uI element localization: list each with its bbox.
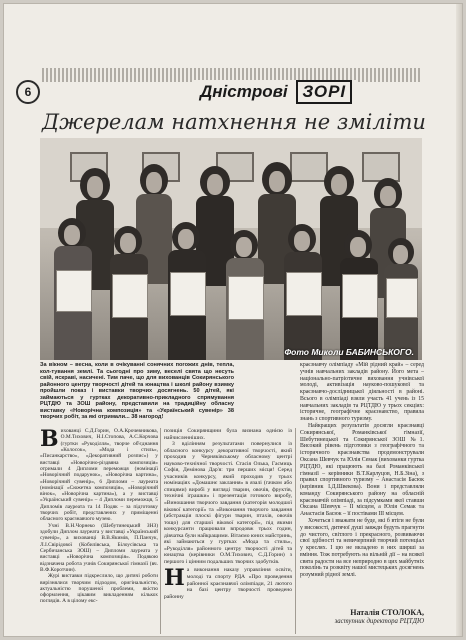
column-text: ихованці С.Д.Горин, О.А.Крочевникова, О.М.Тихович, Н.І.Стопова, А.С.Корчова (гуртки «Рукоділля», творче об'єднання «Колосок», «Мода і стиль», «Писанкарство», «Декоративний розпис») у виставці «Новорічно-різдвяна композиція» отримали 4 Дипломи переможця (номінації «Новорічний подарунок», «Новорічна картина», «Новорічний сувенір», 6 Дипломи – лауреата (номінації «Сюжетна композиція», «Новорічний вінок», «Новорічна картина»), а у виставці «Український сувенір» – 4 Дипломи переможця, 5 Дипломів лауреата та 14 Подяк – за підготовку творчих робіт, представлених у приміщенні обласного краєзнавчого музею.: [40, 428, 158, 523]
article-photo: [40, 138, 422, 360]
column-paragraph: Найкращих результатів досягли краєзнавці Сокирянської, Романківської гімназії, Шебутинецької та Сокирянської ЗОШ №1. Високий рівень підготовки з географічного та історичного краєзнавства продемонстрували Оксана Шевчук та Юлія Семак (вихованки гуртка РЦТДЮ, які працюють на базі Романківської гімназії – керівники В.Т.Карлуцов, Н.Б.Зіна), з правил спортивного туризму – Анастасія Басюк (керівник І.Д.Швекова). Вони і представляли команду Сокирянського району на обласній краєзнавчій олімпіаді, за підсумками якої ставши Оксана Шевчук – ІІ місцем, а Юлія Семак та Анастасія Басюк – її постівами ІІІ місцем.: [300, 423, 424, 518]
newspaper-title-boxed: ЗОРІ: [296, 80, 352, 104]
column-paragraph: Журі виставки підкреслило, що дитячі роботи вирізнялися творчим підходом, оригінальністю, актуальністю порушеної проблеми, якістю оформлення, цікавим викладенням кількох поглядів. А в цілому екс-: [40, 573, 158, 605]
page-number: 6: [16, 80, 40, 104]
column-paragraph: Учні В.Н.Чорнеко (Шебутинецький ЗНЗ) здобули Диплом лауреата у виставці «Український сувенір», а вихованці В.В.Якимів, П.Панчук, Л.І.Свірідової (Кобилівська, Білоусівська та Сербичанська ЗОШ) – Дипломи лауреата у виставці «Новорічна композиція». Подякою відзначена робота учнів Сокирянської гімназії (вч. В.Ф.Коротчин).: [40, 522, 158, 573]
newspaper-title-regular: Дністрові: [200, 82, 288, 101]
author-name: Наталія СТОЛОКА,: [350, 608, 424, 617]
column-text: позиція Сокирянщини була визнана однією із найчисленніших.: [164, 428, 292, 441]
column-text: краєзнавчу олімпіаду «Мій рідний край» – серед учнів навчальних закладів району. Його мета – національно-патріотичне виховання учнівської молоді, активізація науково-пошукової та краєзнавчо-дослідницької діяльності в районі. Всього в олімпіаді взяли участь 41 учень із 15 навчальних закладів та РЦТДЮ у трьох секціях: історичне, географічне краєзнавство, правила знань з спортивного туризму.: [300, 362, 424, 423]
article-headline: Джерелам натхнення не зміліти: [42, 110, 426, 134]
column-paragraph: Хочеться і вважати не буде, які б втіги не були у високості, дитячої душі завжди будуть прагнути до чистого, світлого і прекрасного, розвиваючи свої здібності та невичерпний творчий потенціал у креслях. І цю не вкладено в них ширші за вміння. Тож потребують на вільній дії – на всякої свята радости на все неприродно в цих майбутніх поколінь та розквіту нашої мистецьких досягнень розумний рідної землі.: [300, 517, 424, 579]
article-column-1: [40, 428, 158, 605]
column-paragraph-wrap: [164, 567, 292, 600]
column-paragraph: З вділінням результатами повернулися із обласного конкурсу декоративної творчості, який проходив у Черняківському обласному центрі науково-технічної творчості. Стасія Олька, Гасмиць Софія, Демінова Дар'я: три перших місця! Серед учасників конкурсу, який проходив у трьох номінаціях «Домашнє заклання» в язалі (гачком або спицями) виробі у вигляді тварин, овочів, фруктів, технічні іграшки» і презентація готового виробу, «Виношання творчого завдання (категорія молодшої вікової категорії» та «Виконання творчого завдання (абстракція плоскі фігури тварин, птахів, овочів тощо) для старшої вікової категорії», під якими конкурсанти працювали впродовж трьох годин, дівчатка були найкращими. Вітаємо юних майстринь, які займаються у гуртках «Мода та стиль», «Рукоділля» районного центру творчості дітей та юнацтва (керівники О.М.Тихович, С.Д.Горин) з першого і цінним подальших творчих здобутків.: [164, 441, 292, 565]
newspaper-title: [194, 80, 358, 102]
dropcap: Н: [164, 565, 185, 592]
author-role: заступник директора РЦТДЮ: [334, 618, 424, 625]
dropcap: В: [40, 428, 59, 452]
newspaper-page: [4, 4, 462, 636]
article-column-3: [300, 362, 424, 579]
photo-caption: Фото Миколи БАБИНСЬКОГО.: [284, 347, 414, 357]
scan-edge: [456, 4, 462, 636]
column-text: а виконання наказу управління освіти, молоді та спорту РДА «Про проведення районної краєзнавчої олімпіади, 21 лютого на базі центру творчості проведено районну: [164, 567, 292, 600]
column-divider: [295, 428, 296, 634]
column-divider: [160, 428, 161, 634]
article-lead: За вікном – весна, коли в очікуванні сонячних погожих днів, тепла, кол-тування землі. Та сьогодні про зиму, веселі свята що несуть свій, яскраві, насичені. Тим паче, що для вихованців Сокирянського районного центру творчості дітей та юнацтва і школі району взимку пройшли показ і виставки творчих досягнень. 50 дітей, які займаються у гуртках декоративно-прикладного спрямування РЦТДЮ та ЗОШ району, представили на традиційну обласну виставку «Новорічна композиція» та «Український сувенір» 38 творчих робіт, за які отримали... 38 нагород!: [40, 362, 234, 421]
article-column-2: [164, 428, 292, 600]
